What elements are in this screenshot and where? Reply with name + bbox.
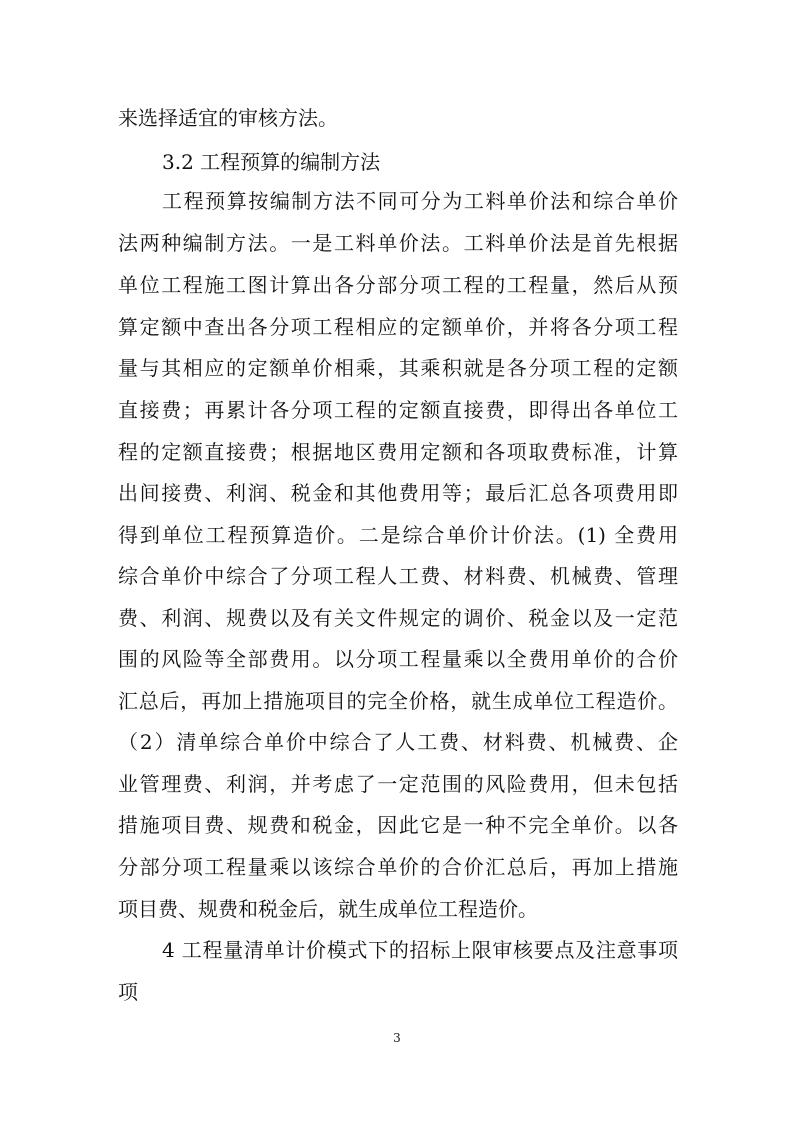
paragraph-line: 工程预算按编制方法不同可分为工料单价法和综合单价 xyxy=(162,189,678,213)
section-heading: 4 工程量清单计价模式下的招标上限审核要点及注意事项 xyxy=(162,938,678,962)
paragraph-line: 分部分项工程量乘以该综合单价的合价汇总后，再加上措施 xyxy=(118,855,678,879)
paragraph-line: 来选择适宜的审核方法。 xyxy=(118,106,338,130)
paragraph-line: 费、利润、规费以及有关文件规定的调价、税金以及一定范 xyxy=(118,606,678,630)
section-heading: 3.2 工程预算的编制方法 xyxy=(162,150,381,174)
paragraph-line: 得到单位工程预算造价。二是综合单价计价法。(1) 全费用 xyxy=(118,523,678,547)
paragraph-line: 综合单价中综合了分项工程人工费、材料费、机械费、管理 xyxy=(118,564,678,588)
paragraph-line: 直接费；再累计各分项工程的定额直接费，即得出各单位工 xyxy=(118,398,678,422)
paragraph-line: 出间接费、利润、税金和其他费用等；最后汇总各项费用即 xyxy=(118,481,678,505)
paragraph-line: 算定额中查出各分项工程相应的定额单价，并将各分项工程 xyxy=(118,315,678,339)
paragraph-line: 法两种编制方法。一是工料单价法。工料单价法是首先根据 xyxy=(118,231,678,255)
paragraph-line: 程的定额直接费；根据地区费用定额和各项取费标准，计算 xyxy=(118,440,678,464)
paragraph-line: 措施项目费、规费和税金，因此它是一种不完全单价。以各 xyxy=(118,813,678,837)
paragraph-line: （2）清单综合单价中综合了人工费、材料费、机械费、企 xyxy=(118,730,678,754)
paragraph-line: 围的风险等全部费用。以分项工程量乘以全费用单价的合价 xyxy=(118,647,678,671)
paragraph-line: 项目费、规费和税金后，就生成单位工程造价。 xyxy=(118,897,538,921)
page-number: 3 xyxy=(393,1031,401,1045)
paragraph-line: 业管理费、利润，并考虑了一定范围的风险费用，但未包括 xyxy=(118,772,678,796)
paragraph-line: 汇总后，再加上措施项目的完全价格，就生成单位工程造价。 xyxy=(118,689,678,713)
paragraph-line: 单位工程施工图计算出各分部分项工程的工程量，然后从预 xyxy=(118,273,678,297)
paragraph-line: 量与其相应的定额单价相乘，其乘积就是各分项工程的定额 xyxy=(118,356,678,380)
section-heading-continuation: 项 xyxy=(118,980,138,1004)
